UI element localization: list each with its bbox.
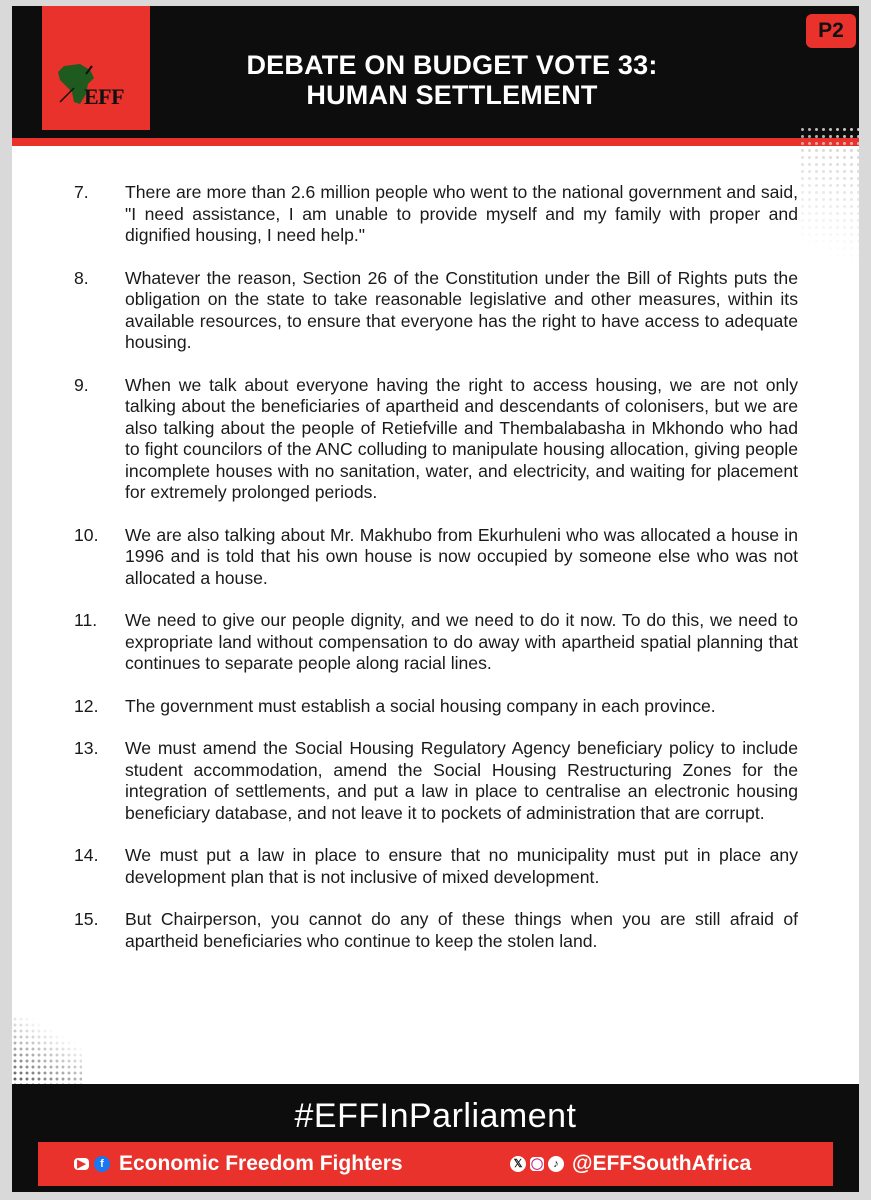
item-text: The government must establish a social housing company in each province. <box>125 695 716 716</box>
list-item <box>74 525 798 590</box>
list-item <box>74 610 798 675</box>
social-handle-link[interactable] <box>510 1143 751 1185</box>
item-text: We are also talking about Mr. Makhubo from Ekurhuleni who was allocated a house in 1996 and is told that his own house is now occupied by someone else who was not allocated a house. <box>125 524 798 588</box>
item-text: When we talk about everyone having the right to access housing, we are not only talking about the beneficiaries of apartheid and descendants of colonisers, but we are also talking about the people of Retiefville and Thembalabasha in Mkhondo who had to fight councilors of the ANC colluding to manipulate housing allocation, giving people incomplete houses with no sanitation, water, and electricity, and waiting for placement for extremely prolonged periods. <box>125 374 798 502</box>
title-line-1: DEBATE ON BUDGET VOTE 33: <box>246 50 658 80</box>
title-line-2: HUMAN SETTLEMENT <box>306 80 598 110</box>
list-item <box>74 375 798 504</box>
item-number: 7. <box>74 182 89 202</box>
instagram-icon: ◯ <box>530 1157 544 1170</box>
facebook-icon: f <box>94 1156 110 1172</box>
list-item <box>74 182 798 247</box>
list-item <box>74 696 798 718</box>
tiktok-icon: ♪ <box>548 1156 564 1172</box>
social-handle: @EFFSouthAfrica <box>572 1152 752 1175</box>
item-number: 11. <box>74 610 98 630</box>
halftone-decoration <box>799 126 859 306</box>
list-item <box>74 738 798 824</box>
item-text: We must put a law in place to ensure that no municipality must put in place any development plan that is not inclusive of mixed development. <box>125 845 798 887</box>
page-title <box>162 50 742 110</box>
numbered-list <box>74 182 798 952</box>
hashtag: #EFFInParliament <box>294 1097 577 1135</box>
item-text: Whatever the reason, Section 26 of the Constitution under the Bill of Rights puts the obligation on the state to take reasonable legislative and other measures, within its available resources, to ensure that everyone has the right to have access to adequate housing. <box>125 267 798 352</box>
document-page <box>12 6 859 1192</box>
x-icon: 𝕏 <box>510 1156 526 1172</box>
item-number: 8. <box>74 267 89 288</box>
header-accent-bar <box>12 138 859 146</box>
facebook-name: Economic Freedom Fighters <box>119 1152 403 1175</box>
item-text: We need to give our people dignity, and we need to do it now. To do this, we need to expropriate land without compensation to do away with apartheid spatial planning that continues to separate people along racial lines. <box>125 610 798 673</box>
item-number: 9. <box>74 374 89 395</box>
item-text: There are more than 2.6 million people who went to the national government and said, "I need assistance, I am unable to provide myself and my family with proper and dignified housing, I need help." <box>125 182 798 245</box>
list-item <box>74 268 798 354</box>
list-item <box>74 845 798 888</box>
eff-logo-text: EFF <box>84 84 125 109</box>
item-text: But Chairperson, you cannot do any of these things when you are still afraid of apartheid beneficiaries who continue to keep the stolen land. <box>125 909 798 951</box>
item-number: 15. <box>74 909 99 929</box>
item-number: 12. <box>74 695 99 716</box>
facebook-link[interactable] <box>74 1143 403 1185</box>
youtube-icon: ▶ <box>74 1158 89 1170</box>
item-number: 14. <box>74 845 99 865</box>
list-item <box>74 909 798 952</box>
item-text: We must amend the Social Housing Regulatory Agency beneficiary policy to include student accommodation, amend the Social Housing Restructuring Zones for the integration of settlements, and put a law in place to centralise an electronic housing beneficiary database, and not leave it to pockets of administration that are corrupt. <box>125 738 798 823</box>
page-number-badge: P2 <box>806 14 856 48</box>
item-number: 13. <box>74 738 99 758</box>
item-number: 10. <box>74 524 99 545</box>
